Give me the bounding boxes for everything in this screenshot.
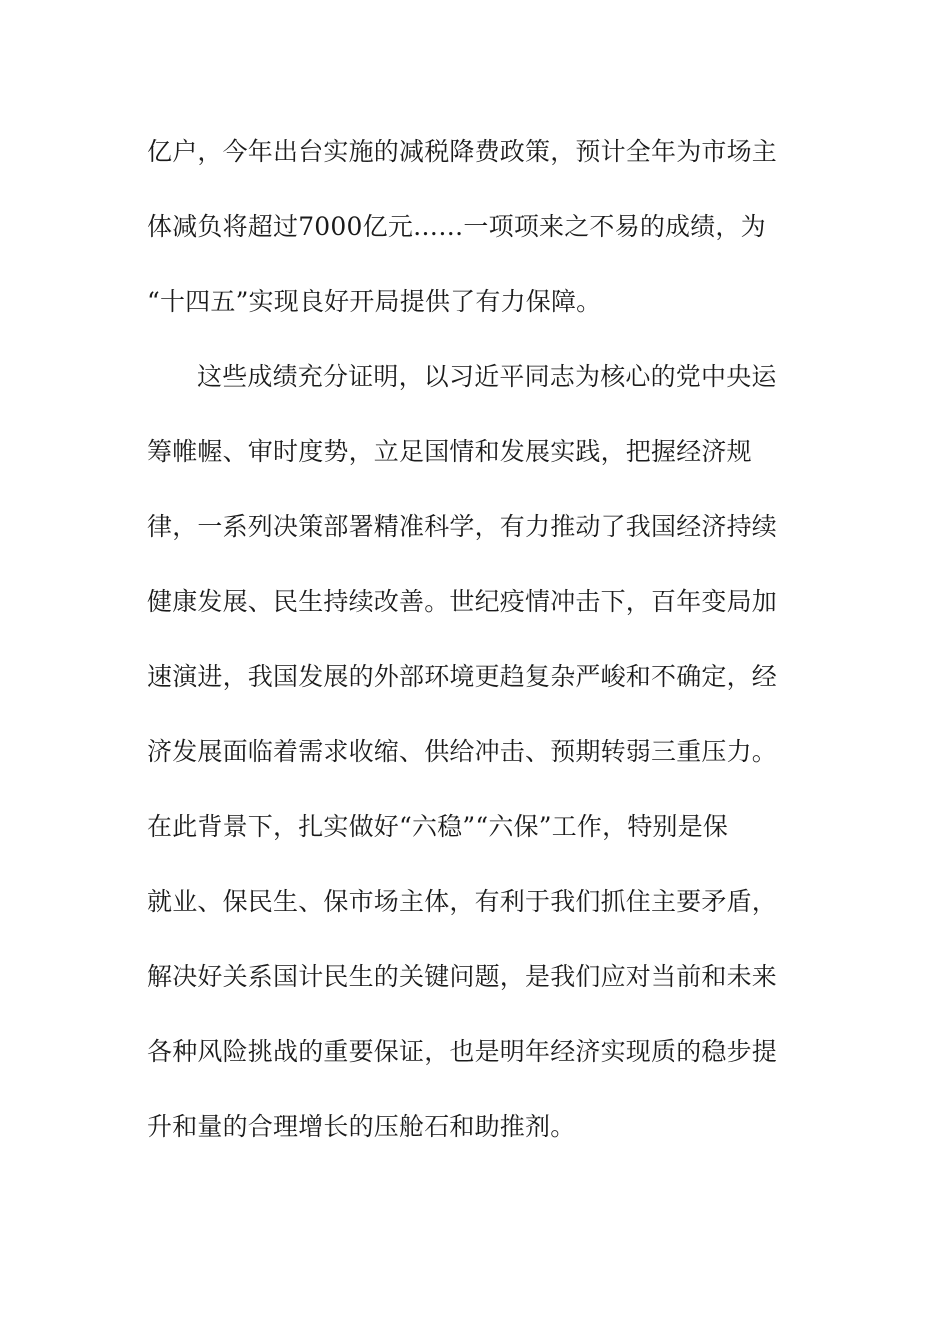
text-line: 健康发展、民生持续改善。世纪疫情冲击下，百年变局加	[147, 587, 778, 616]
text-line: 升和量的合理增长的压舱石和助推剂。	[147, 1112, 576, 1141]
text-line: 在此背景下，扎实做好“六稳”“六保”工作，特别是保	[147, 812, 729, 841]
text-line: 亿户，今年出台实施的减税降费政策，预计全年为市场主	[147, 137, 778, 166]
text-line: 各种风险挑战的重要保证，也是明年经济实现质的稳步提	[147, 1037, 778, 1066]
text-line: 解决好关系国计民生的关键问题，是我们应对当前和未来	[147, 962, 778, 991]
text-line: “十四五”实现良好开局提供了有力保障。	[147, 287, 602, 316]
text-line: 速演进，我国发展的外部环境更趋复杂严峻和不确定，经	[147, 662, 778, 691]
text-line: 就业、保民生、保市场主体，有利于我们抓住主要矛盾，	[147, 887, 778, 916]
text-line: 筹帷幄、审时度势，立足国情和发展实践，把握经济规	[147, 437, 752, 466]
text-line: 体减负将超过7000亿元……一项项来之不易的成绩，为	[147, 212, 766, 241]
paragraph-first-line: 这些成绩充分证明，以习近平同志为核心的党中央运	[197, 362, 777, 391]
text-line: 济发展面临着需求收缩、供给冲击、预期转弱三重压力。	[147, 737, 778, 766]
body-text	[147, 127, 797, 1177]
text-line: 律，一系列决策部署精准科学，有力推动了我国经济持续	[147, 512, 778, 541]
